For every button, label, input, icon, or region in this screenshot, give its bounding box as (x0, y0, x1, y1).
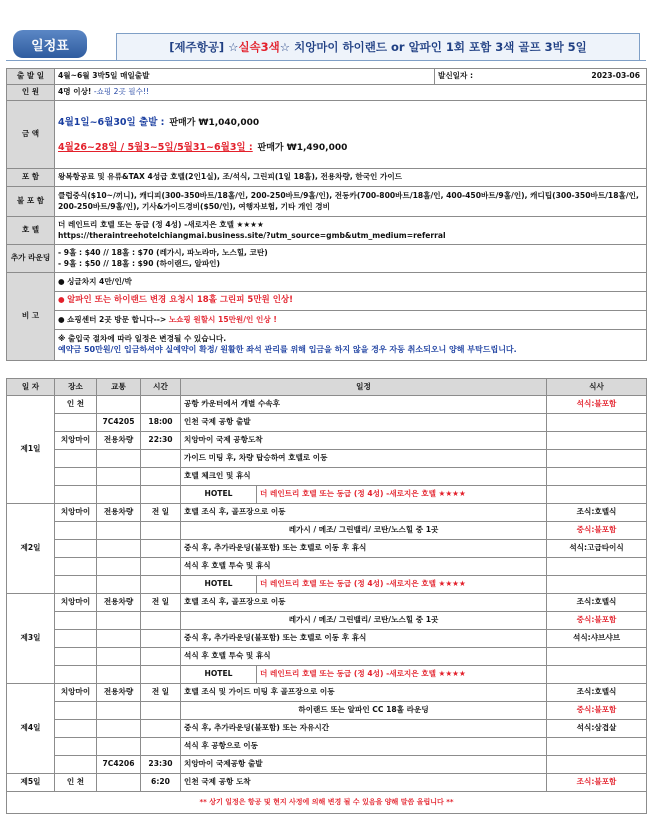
day2-meal3: 석식:고급타이식 (547, 540, 647, 558)
schedule-table (6, 378, 647, 814)
day2-transport: 전용차량 (97, 504, 141, 522)
day1-item5: 호텔 체크인 및 휴식 (181, 468, 547, 486)
footer-note: ** 상기 일정은 항공 및 현지 사정에 의해 변경 될 수 있음을 양해 말씀 올립니다 ** (7, 792, 647, 814)
remark4: ※ 출입국 절차에 따라 일정은 변경될 수 있습니다. (58, 334, 227, 344)
issue-cell (435, 69, 647, 85)
day4-item5: 치앙마이 국제공항 출발 (181, 756, 547, 774)
day3-transport: 전용차량 (97, 594, 141, 612)
day3-item4: 석식 후 호텔 투숙 및 휴식 (181, 648, 547, 666)
day4-flight: 7C4206 (97, 756, 141, 774)
people-value: 4명 이상! (58, 87, 92, 97)
day3-item2: 레가시 / 메조/ 그린밸리/ 코탄/노스힐 중 1곳 (181, 612, 547, 630)
hotel-url[interactable]: https://theraintreehotelchiangmai.business.site/?utm_source=gmb&utm_medium=referral (58, 230, 446, 240)
bullet-icon: ● (58, 314, 65, 324)
day2-hotel: 더 레인트리 호텔 또는 동급 (정 4성) -새로지은 호텔 ★★★★ (257, 576, 547, 594)
col-transport: 교통 (97, 379, 141, 396)
title-highlight: 실속3색 (238, 40, 280, 54)
title-prefix: [제주항공] ☆ (169, 40, 239, 54)
header-divider (6, 60, 646, 61)
day2-item4: 석식 후 호텔 투숙 및 휴식 (181, 558, 547, 576)
issue-date: 2023-03-06 (591, 71, 640, 80)
price1-value: 판매가 ₩1,040,000 (169, 117, 260, 128)
day1-place2: 치앙마이 (55, 432, 97, 450)
day2-item2: 레가시 / 메조/ 그린밸리/ 코탄/노스힐 중 1곳 (181, 522, 547, 540)
day2-item1: 호텔 조식 후, 골프장으로 이동 (181, 504, 547, 522)
day1-item4: 가이드 미팅 후, 차량 탑승하여 호텔로 이동 (181, 450, 547, 468)
day4-item3: 중식 후, 추가라운딩(불포함) 또는 자유시간 (181, 720, 547, 738)
day5-item1: 인천 국제 공항 도착 (181, 774, 547, 792)
day1-time2: 22:30 (141, 432, 181, 450)
col-day: 일 자 (7, 379, 55, 396)
people-label: 인 원 (7, 85, 55, 101)
day4-meal3: 석식:삼겹살 (547, 720, 647, 738)
header (0, 0, 650, 66)
day4-label: 제4일 (7, 684, 55, 774)
price1-period: 4월1일~6월30일 출발 : (58, 116, 165, 128)
day2-meal1: 조식:호텔식 (547, 504, 647, 522)
title-suffix: ☆ 치앙마이 하이랜드 or 알파인 1회 포함 3색 골프 3박 5일 (279, 40, 587, 54)
hotel-name: 더 레인트리 호텔 또는 동급 (정 4성) -새로지은 호텔 ★★★★ (58, 220, 264, 230)
extra-cell (55, 245, 647, 273)
day3-meal3: 석식:샤브샤브 (547, 630, 647, 648)
day3-label: 제3일 (7, 594, 55, 684)
hotel-label: 호 텔 (7, 217, 55, 245)
departure-label: 출 발 일 (7, 69, 55, 85)
day1-flight: 7C4205 (97, 414, 141, 432)
extra-line2: - 9홀 : $50 // 18홀 : $90 (하이랜드, 알파인) (58, 258, 220, 268)
hotel-cell (55, 217, 647, 245)
price2-period: 4월26~28일 / 5월3~5일/5월31~6월3일 : (58, 141, 253, 153)
col-itinerary: 일정 (181, 379, 547, 396)
day4-item1: 호텔 조식 및 가이드 미팅 후 골프장으로 이동 (181, 684, 547, 702)
day3-meal1: 조식:호텔식 (547, 594, 647, 612)
day2-hotel-label: HOTEL (181, 576, 257, 594)
day4-time2: 23:30 (141, 756, 181, 774)
day4-place: 치앙마이 (55, 684, 97, 702)
extra-line1: - 9홀 : $40 // 18홀 : $70 (레가시, 파노라마, 노스힐, 코탄) (58, 248, 268, 258)
day3-hotel-label: HOTEL (181, 666, 257, 684)
bullet-icon: ● (58, 295, 65, 305)
remark-label: 비 고 (7, 273, 55, 361)
day4-meal2: 중식:불포함 (547, 702, 647, 720)
day4-item4: 석식 후 공항으로 이동 (181, 738, 547, 756)
remark2: 알파인 또는 하이랜드 변경 요청시 18홀 그린피 5만원 인상! (67, 295, 293, 306)
day1-item1: 공항 카운터에서 개별 수속후 (181, 396, 547, 414)
day1-transport: 전용차량 (97, 432, 141, 450)
day1-time1: 18:00 (141, 414, 181, 432)
bullet-icon: ● (58, 276, 65, 286)
price-cell (55, 101, 647, 169)
day4-time: 전 일 (141, 684, 181, 702)
day4-meal1: 조식:호텔식 (547, 684, 647, 702)
remark3-prefix: 쇼핑센터 2곳 방문 합니다--> (67, 314, 167, 324)
people-note: -쇼핑 2곳 필수!! (93, 87, 149, 97)
info-table (6, 68, 647, 361)
day2-meal2: 중식:불포함 (547, 522, 647, 540)
price-label: 금 액 (7, 101, 55, 169)
day2-item3: 중식 후, 추가라운딩(불포함) 또는 호텔로 이동 후 휴식 (181, 540, 547, 558)
day1-label: 제1일 (7, 396, 55, 504)
day5-time: 6:20 (141, 774, 181, 792)
day3-place: 치앙마이 (55, 594, 97, 612)
remark3-note: 노쇼핑 원할시 15만원/인 인상 ! (168, 314, 277, 324)
day3-hotel: 더 레인트리 호텔 또는 동급 (정 4성) -새로지은 호텔 ★★★★ (257, 666, 547, 684)
departure-value: 4월~6월 3박5일 매일출발 (55, 69, 435, 85)
day3-time: 전 일 (141, 594, 181, 612)
issue-label: 발신일자 : (438, 71, 474, 81)
col-time: 시간 (141, 379, 181, 396)
price2-value: 판매가 ₩1,490,000 (257, 142, 348, 153)
day2-label: 제2일 (7, 504, 55, 594)
include-label: 포 함 (7, 169, 55, 187)
include-value: 왕복항공료 및 유류&TAX 4성급 호텔(2인1실), 조/석식, 그린피(1일 18홀), 전용차량, 한국인 가이드 (55, 169, 647, 187)
day3-item3: 중식 후, 추가라운딩(불포함) 또는 호텔로 이동 후 휴식 (181, 630, 547, 648)
day3-meal2: 중식:불포함 (547, 612, 647, 630)
page-title (116, 33, 640, 61)
day5-label: 제5일 (7, 774, 55, 792)
col-meal: 식사 (547, 379, 647, 396)
remark5: 예약금 50만원/인 입금하셔야 실예약이 확정/ 원활한 좌석 관리를 위해 입금을 하지 않을 경우 자동 취소되오니 양해 부탁드립니다. (58, 344, 517, 354)
day1-hotel-label: HOTEL (181, 486, 257, 504)
remark1: 싱글차지 4만/인/박 (67, 276, 132, 286)
day1-hotel: 더 레인트리 호텔 또는 동급 (정 4성) -새로지은 호텔 ★★★★ (257, 486, 547, 504)
day2-place: 치앙마이 (55, 504, 97, 522)
extra-label: 추가 라운딩 (7, 245, 55, 273)
day5-place: 인 천 (55, 774, 97, 792)
day1-place1: 인 천 (55, 396, 97, 414)
schedule-tag: 일정표 (13, 30, 87, 58)
day4-transport: 전용차량 (97, 684, 141, 702)
day1-meal: 석식:불포함 (547, 396, 647, 414)
col-place: 장소 (55, 379, 97, 396)
exclude-label: 불 포 함 (7, 187, 55, 217)
exclude-value: 클럽중식($10~/끼니), 캐디피(300-350바트/18홀/인, 200-250바트/9홀/인), 전동카(700-800바트/18홀/인, 400-450바트/9홀/인), 캐디팁(300-350바트/18홀/인, 200-250바트/9홀/인), 기사&가이드경비($50/인), 여행자보험, 기타 개인 경비 (55, 187, 647, 217)
day3-item1: 호텔 조식 후, 골프장으로 이동 (181, 594, 547, 612)
day4-item2: 하이랜드 또는 알파인 CC 18홀 라운딩 (181, 702, 547, 720)
day1-item2: 인천 국제 공항 출발 (181, 414, 547, 432)
remark-cell (55, 273, 647, 361)
people-cell (55, 85, 647, 101)
day2-time: 전 일 (141, 504, 181, 522)
day1-item3: 치앙마이 국제 공항도착 (181, 432, 547, 450)
day5-meal: 조식:불포함 (547, 774, 647, 792)
